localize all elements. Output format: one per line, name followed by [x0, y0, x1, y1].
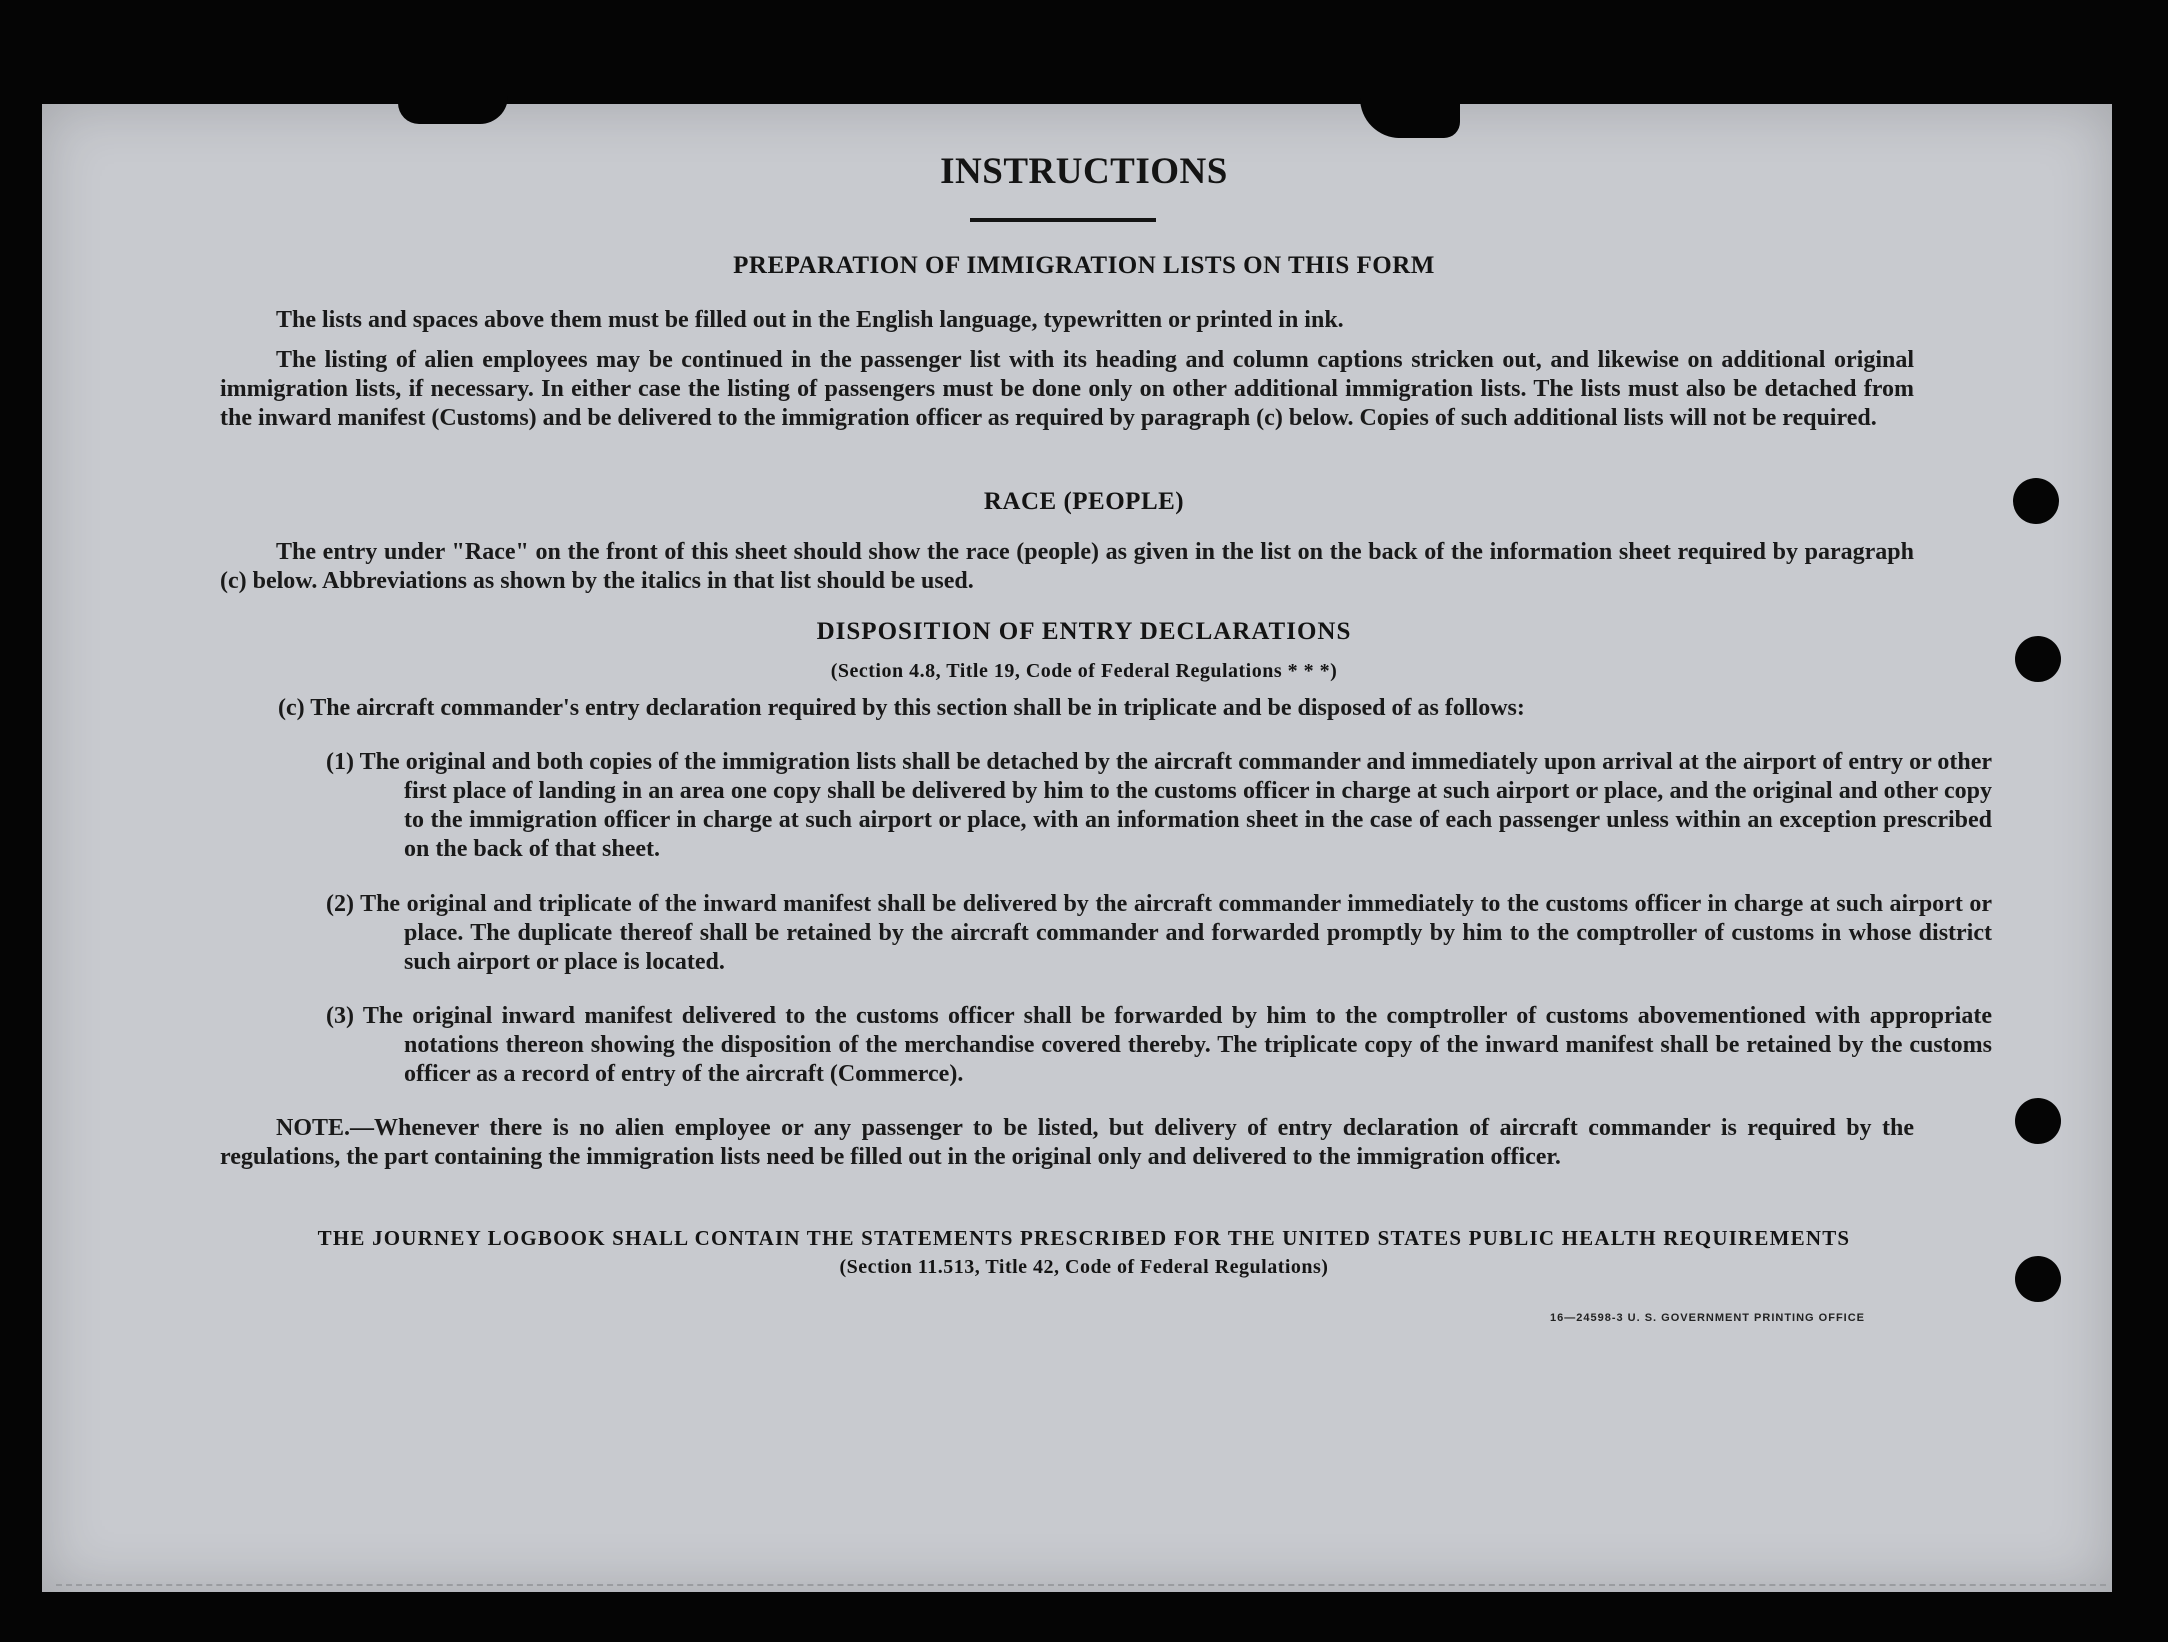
note-paragraph: NOTE.—Whenever there is no alien employee or any passenger to be listed, but delivery of entry declaration of aircraft commander is required by the regulations, the part containing the immigration lists need be filled out in the original only and delivered to the immigration officer. [220, 1115, 1914, 1170]
preparation-paragraph-2: The listing of alien employees may be continued in the passenger list with its heading and column captions stricken out, and likewise on additional original immigration lists, if necessary. In either case the listing of passengers must be done only on other additional immigration lists. The lists must also be detached from the inward manifest (Customs) and be delivered to the immigration officer as required by paragraph (c) below. Copies of such additional lists will not be required. [220, 347, 1914, 431]
title-underline [970, 218, 1156, 222]
disposition-reference: (Section 4.8, Title 19, Code of Federal Regulations * * *) [830, 660, 1338, 682]
disposition-item-3: (3) The original inward manifest delivered to the customs officer shall be forwarded by him to the comptroller of customs abovementioned with appropriate notations thereon showing the disposition of the merchandise covered thereby. The triplicate copy of the inward manifest shall be retained by the customs officer as a record of entry of the aircraft (Commerce). [326, 1003, 1992, 1087]
torn-edge-mark [398, 96, 508, 124]
section-heading-disposition: DISPOSITION OF ENTRY DECLARATIONS [816, 618, 1352, 645]
disposition-item-2: (2) The original and triplicate of the inward manifest shall be delivered by the aircraft commander immediately to the customs officer in charge at such airport or place. The duplicate thereof shall be retained by the aircraft commander and forwarded promptly by him to the comptroller of customs in whose district such airport or place is located. [326, 891, 1992, 975]
journey-statement: THE JOURNEY LOGBOOK SHALL CONTAIN THE STATEMENTS PRESCRIBED FOR THE UNITED STATES PUBLIC HEALTH REQUIREMENTS [317, 1226, 1851, 1250]
disposition-item-1: (1) The original and both copies of the immigration lists shall be detached by the aircraft commander and immediately upon arrival at the airport of entry or other first place of landing in an area one copy shall be delivered by him to the customs officer in charge at such airport or place, and the original and other copy to the immigration officer in charge at such airport or place, with an information sheet in the case of each passenger unless within an exception prescribed on the back of that sheet. [326, 749, 1992, 862]
print-code: 16—24598-3 U. S. GOVERNMENT PRINTING OFFICE [1550, 1312, 1866, 1324]
section-heading-preparation: PREPARATION OF IMMIGRATION LISTS ON THIS FORM [733, 252, 1435, 279]
journey-reference: (Section 11.513, Title 42, Code of Federal Regulations) [839, 1256, 1329, 1278]
disposition-intro: (c) The aircraft commander's entry declaration required by this section shall be in triplicate and be disposed of as follows: [278, 695, 1525, 721]
section-heading-race: RACE (PEOPLE) [983, 488, 1185, 515]
race-paragraph: The entry under "Race" on the front of this sheet should show the race (people) as given in the list on the back of the information sheet required by paragraph (c) below. Abbreviations as shown by the italics in that list should be used. [220, 539, 1914, 594]
cut-line [56, 1584, 2106, 1586]
preparation-paragraph-1: The lists and spaces above them must be filled out in the English language, typewritten or printed in ink. [276, 307, 1344, 333]
punch-hole [2015, 1098, 2061, 1144]
page-title: INSTRUCTIONS [940, 151, 1228, 192]
